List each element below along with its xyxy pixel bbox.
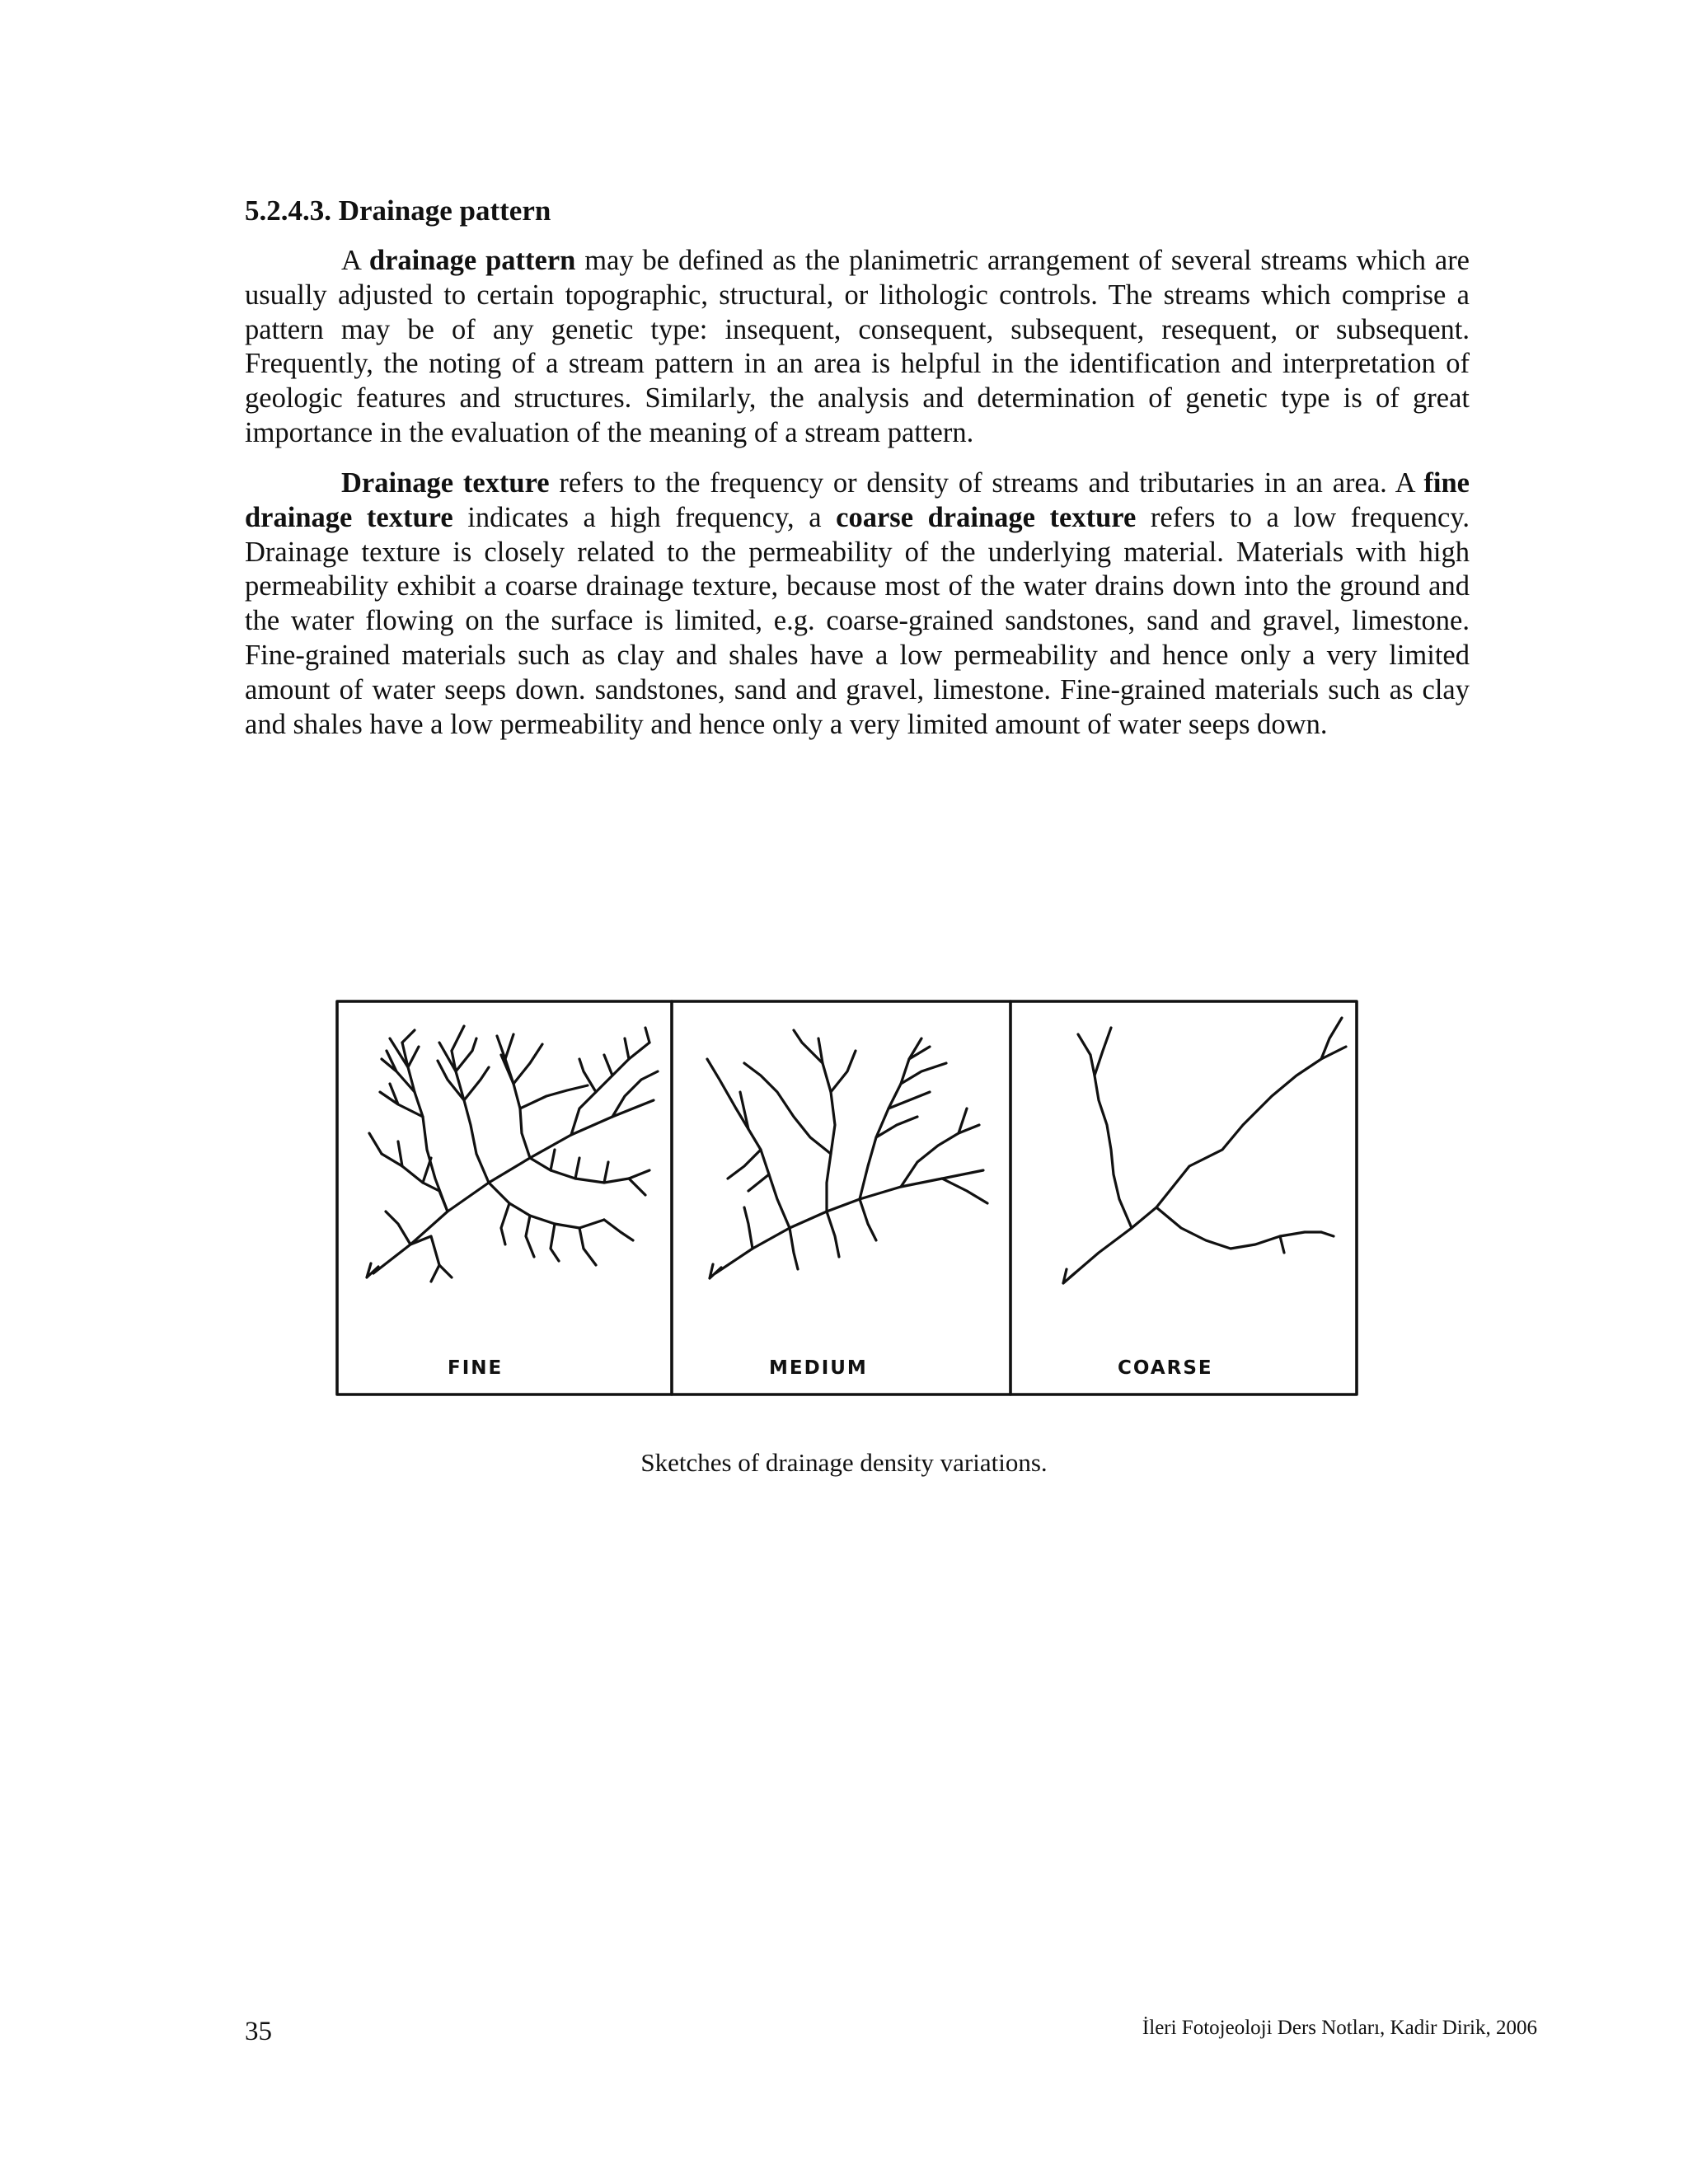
paragraph-drainage-texture	[245, 466, 1470, 742]
panel-label-coarse: COARSE	[1118, 1357, 1213, 1379]
paragraph1-text: may be defined as the planimetric arrangement of several streams which are usually adjusted to certain topographic, structural, or lithologic controls. The streams which comprise a pattern may be of any genetic type: insequent, consequent, subsequent, resequent, or subsequent. Frequently, the noting of a stream pattern in an area is helpful in the identification and interpretation of geologic features and structures. Similarly, the analysis and determination of genetic type is of great importance in the evaluation of the meaning of a stream pattern.	[245, 245, 1470, 448]
figure-caption: Sketches of drainage density variations.	[640, 1448, 1048, 1477]
footer-credit: İleri Fotojeoloji Ders Notları, Kadir Dirik, 2006	[1142, 2017, 1537, 2039]
page-number: 35	[245, 2017, 272, 2046]
paragraph2-text2: indicates a high frequency, a	[452, 501, 837, 533]
section-heading: 5.2.4.3. Drainage pattern	[245, 194, 551, 227]
coarse-drainage-network	[1063, 1018, 1346, 1283]
term-drainage-texture: Drainage texture	[341, 467, 550, 499]
paragraph1-lead: A	[341, 245, 369, 276]
term-fine-drainage-texture: fine drainage texture	[245, 467, 1470, 533]
figure-frame	[337, 1001, 1357, 1394]
drainage-density-figure	[332, 993, 1375, 1401]
fine-drainage-network	[367, 1026, 658, 1282]
medium-drainage-network	[707, 1030, 987, 1278]
paragraph2-text3: refers to a low frequency. Drainage texture is closely related to the permeability of the underlying material. Materials with high permeability exhibit a coarse drainage texture, because most of the water drains down into the ground and the water flowing on the surface is limited, e.g. coarse-grained sandstones, sand and gravel, limestone. Fine-grained materials such as clay and shales have a low permeability and hence only a very limited amount of water seeps down. sandstones, sand and gravel, limestone. Fine-grained materials such as clay and shales have a low permeability and hence only a very limited amount of water seeps down.	[245, 501, 1470, 740]
panel-label-fine: FINE	[448, 1357, 504, 1379]
term-drainage-pattern: drainage pattern	[368, 245, 576, 276]
term-coarse-drainage-texture: coarse drainage texture	[836, 501, 1137, 533]
paragraph2-text1: refers to the frequency or density of streams and tributaries in an area. A	[549, 467, 1424, 499]
panel-label-medium: MEDIUM	[769, 1357, 868, 1379]
paragraph-drainage-pattern	[245, 244, 1470, 451]
